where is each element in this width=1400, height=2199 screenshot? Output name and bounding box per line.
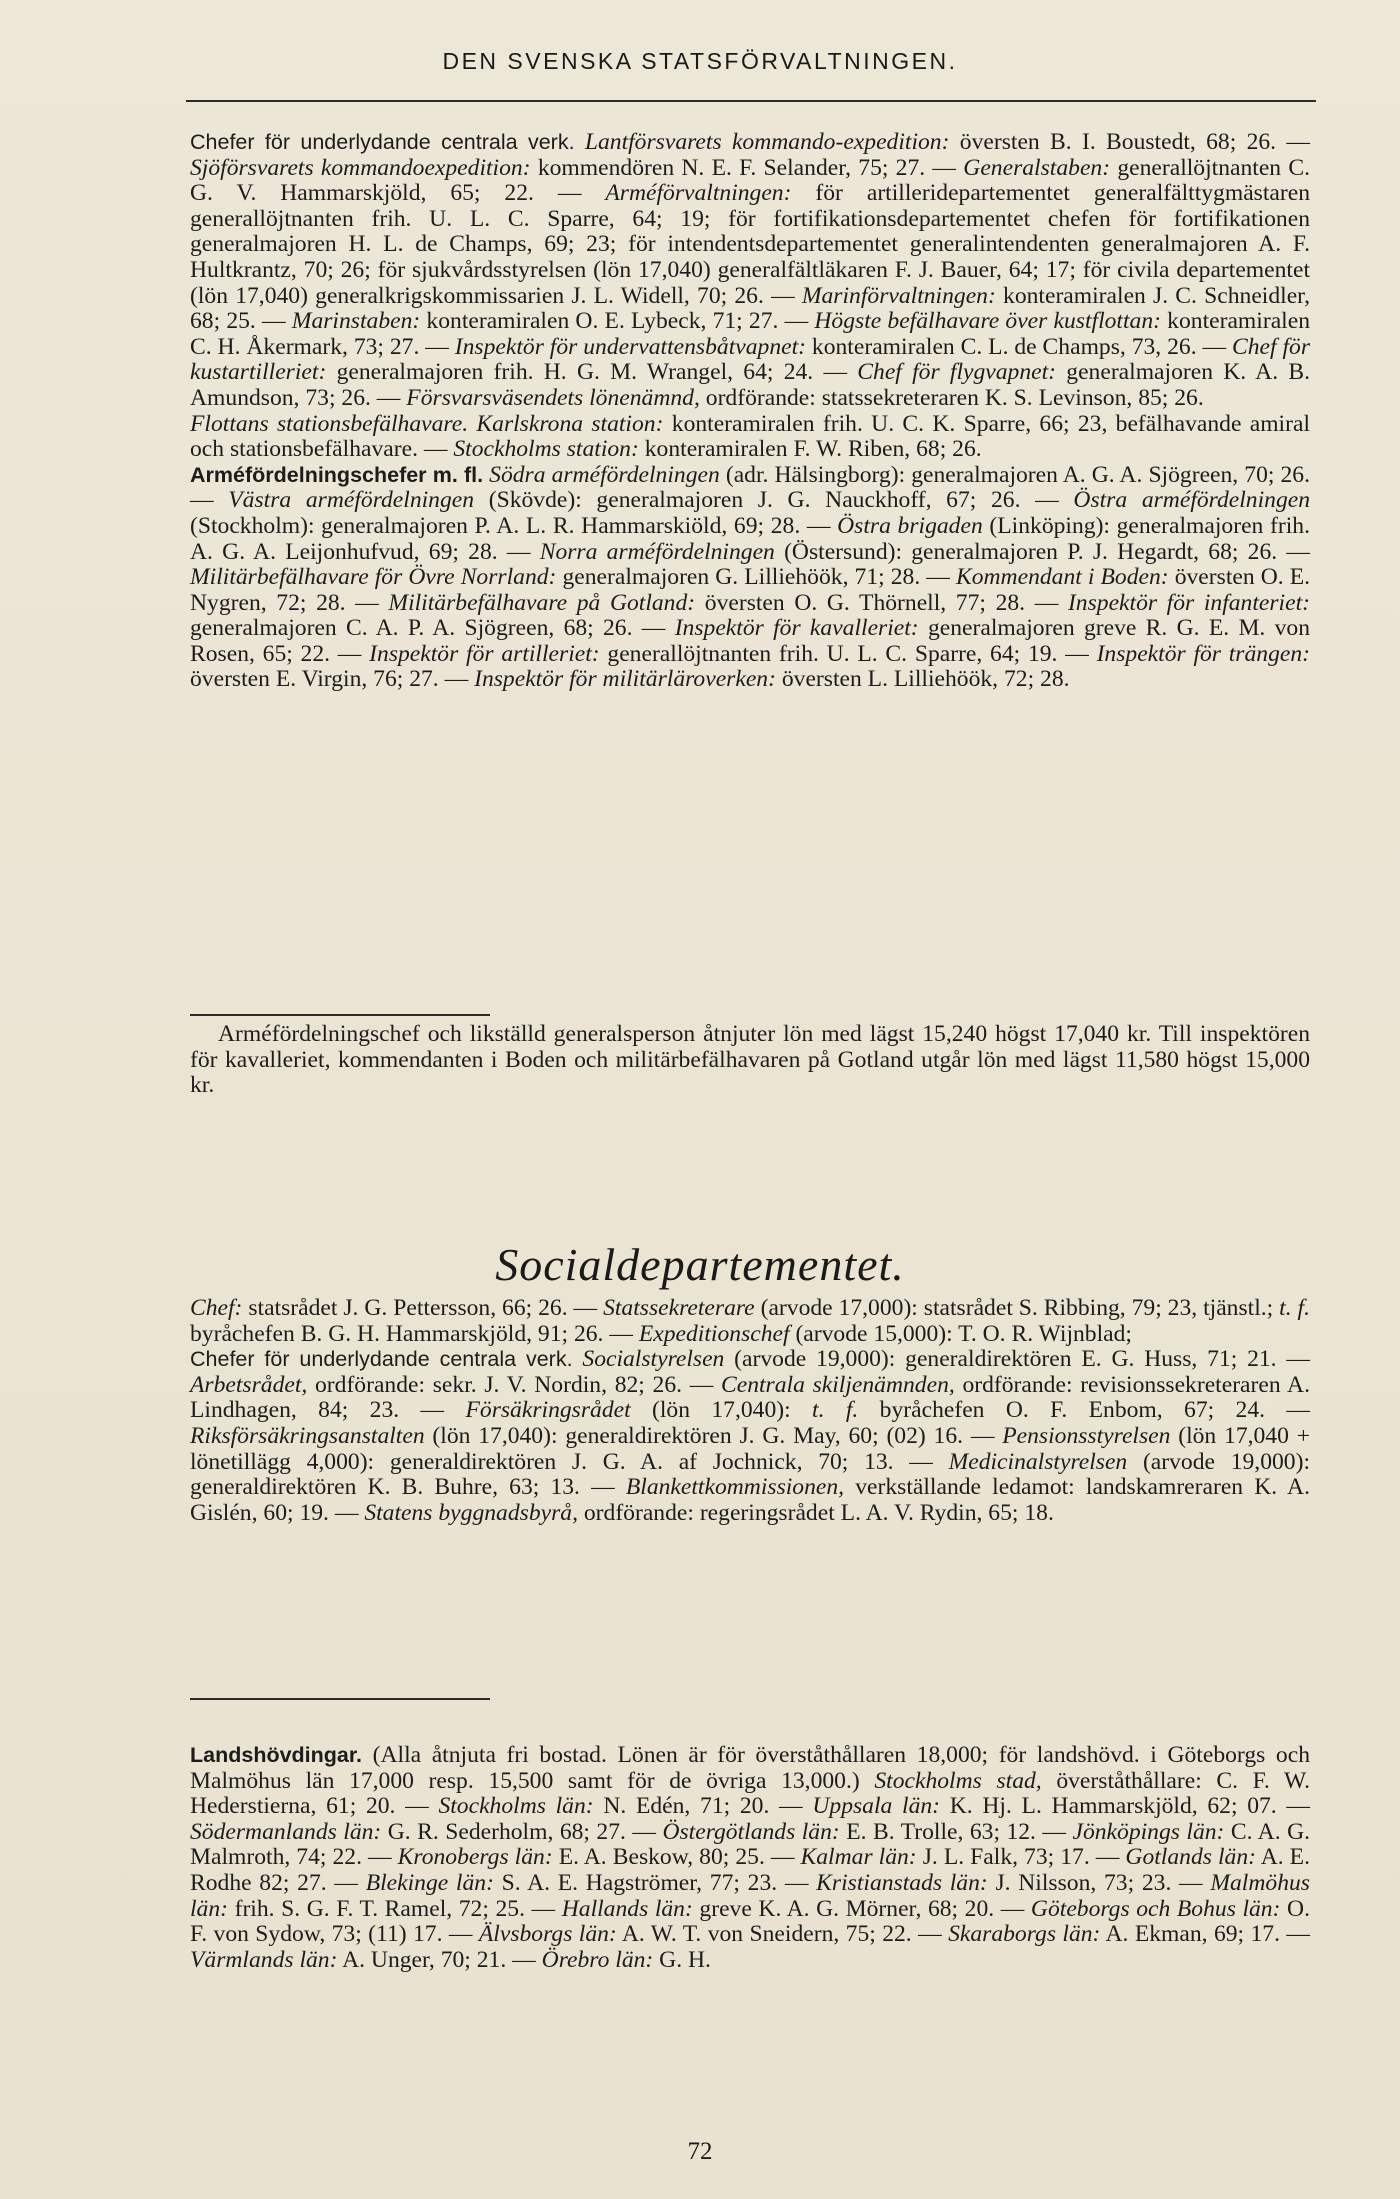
italic-term: Marinstaben: bbox=[291, 308, 421, 335]
italic-term: Älvsborgs län: bbox=[478, 1921, 617, 1948]
italic-term: Örebro län: bbox=[541, 1946, 654, 1973]
paragraph-social-agencies bbox=[190, 1347, 1310, 1526]
italic-term: Västra arméfördelningen bbox=[228, 487, 475, 514]
italic-term: Gotlands län: bbox=[1125, 1844, 1256, 1871]
italic-term: Jönköpings län: bbox=[1072, 1818, 1225, 1845]
paragraph-lead: Arméfördelningschefer m. fl. bbox=[190, 462, 484, 487]
italic-term: Marinförvaltningen: bbox=[801, 282, 996, 309]
italic-term: Statssekreterare bbox=[603, 1295, 755, 1321]
italic-term: Hallands län: bbox=[561, 1895, 693, 1922]
italic-term: Lantförsvarets kommando-expedition: bbox=[584, 129, 950, 155]
italic-term: Uppsala län: bbox=[812, 1793, 941, 1820]
page-number: 72 bbox=[687, 2138, 713, 2165]
italic-term: Göteborgs och Bohus län: bbox=[1030, 1895, 1281, 1922]
italic-term: Värmlands län: bbox=[190, 1946, 338, 1973]
paragraph-body: (Alla åtnjuta fri bostad. Lönen är för överståthållaren 18,000; för landshövd. i Göteborgs och Malmöhus län 17,000 resp. 15,500 samt för de övriga 13,000.) Stockholms stad, överståthållare: C. F. W. Hederstierna, 61; 20. — Stockholms län: N. Edén, 71; 20. — Uppsala län: K. Hj. L. Hammarskjöld, 62; 07. — Södermanlands län: G. R. Sederholm, 68; 27. — Östergötlands län: E. B. Trolle, 63; 12. — Jönköpings län: C. A. G. Malmroth, 74; 22. — Kronobergs län: E. A. Beskow, 80; 25. — Kalmar län: J. L. Falk, 73; 17. — Gotlands län: A. E. Rodhe 82; 27. — Blekinge län: S. A. E. Hagströmer, 77; 23. — Kristianstads län: J. Nilsson, 73; 23. — Malmöhus län: frih. S. G. F. T. Ramel, 72; 25. — Hallands län: greve K. A. G. Mörner, 68; 20. — Göteborgs och Bohus län: O. F. von Sydow, 73; (11) 17. — Älvsborgs län: A. W. T. von Sneidern, 75; 22. — Skaraborgs län: A. Ekman, 69; 17. — Värmlands län: A. Unger, 70; 21. — Örebro län: G. H. bbox=[190, 1742, 1311, 1973]
italic-term: Inspektör för kavalleriet: bbox=[674, 615, 919, 642]
italic-term: Sjöförsvarets kommandoexpedition: bbox=[190, 154, 531, 181]
paragraph-lead: Chefer för underlydande centrala verk. bbox=[190, 1347, 573, 1372]
italic-term: Kommendant i Boden: bbox=[955, 564, 1169, 591]
salary-note bbox=[190, 1022, 1310, 1099]
italic-term: t. f. bbox=[812, 1397, 859, 1424]
italic-term: Chef: bbox=[190, 1295, 243, 1321]
paragraph-body: Socialstyrelsen (arvode 19,000): generaldirektören E. G. Huss, 71; 21. — Arbetsrådet, ordförande: sekr. J. V. Nordin, 82; 26. — Centrala skiljenämnden, ordförande: revisionssekreteraren A. Lindhagen, 84; 23. — Försäkringsrådet (lön 17,040): t. f. byråchefen O. F. Enbom, 67; 24. — Riksförsäkringsanstalten (lön 17,040): generaldirektören J. G. May, 60; (02) 16. — Pensionsstyrelsen (lön 17,040 + lönetillägg 4,000): generaldirektören J. G. A. af Jochnick, 70; 13. — Medicinalstyrelsen (arvode 19,000): generaldirektören K. B. Buhre, 63; 13. — Blankettkommissionen, verkställande ledamot: landskamreraren K. A. Gislén, 60; 19. — Statens byggnadsbyrå, ordförande: regeringsrådet L. A. V. Rydin, 65; 18. bbox=[190, 1346, 1311, 1526]
italic-term: Inspektör för militärläroverken: bbox=[474, 666, 776, 693]
italic-term: Kristianstads län: bbox=[816, 1869, 988, 1896]
italic-term: Försäkringsrådet bbox=[465, 1397, 631, 1424]
italic-term: Stockholms stad, bbox=[874, 1767, 1042, 1794]
paragraph-salary: Arméfördelningschef och likställd generalsperson åtnjuter lön med lägst 15,240 högst 17,040 kr. Till inspektören för kavalleriet, kommendanten i Boden och militärbefälhavaren på Gotland utgår lön med lägst 11,580 högst 15,000 kr. bbox=[190, 1021, 1310, 1099]
italic-term: Kalmar län: bbox=[800, 1844, 917, 1871]
italic-term: Socialstyrelsen bbox=[582, 1346, 725, 1373]
paragraph-body: Flottans stationsbefälhavare. Karlskrona station: konteramiralen frih. U. C. K. Sparre, 66; 23, befälhavande amiral och stationsbefälhavare. — Stockholms station: konteramiralen F. W. Riben, 68; 26. bbox=[190, 410, 1311, 463]
paragraph-ministry-leadership bbox=[190, 1296, 1310, 1347]
italic-term: Högste befälhavare över kustflottan: bbox=[814, 308, 1161, 335]
paragraph-central-agencies bbox=[190, 130, 1310, 412]
short-divider bbox=[190, 1014, 490, 1016]
paragraph-army-divisions bbox=[190, 463, 1310, 693]
italic-term: Centrala skiljenämnden, bbox=[721, 1371, 955, 1398]
italic-term: Södra arméfördelningen bbox=[489, 461, 720, 488]
paragraph-body: Lantförsvarets kommando-expedition: översten B. I. Boustedt, 68; 26. — Sjöförsvarets kommandoexpedition: kommendören N. E. F. Selander, 75; 27. — Generalstaben: generallöjtnanten C. G. V. Hammarskjöld, 65; 22. — Arméförvaltningen: för artilleridepartementet generalfälttygmästaren generallöjtnanten frih. U. L. C. Sparre, 64; 19; för fortifikationsdepartementet chefen för fortifikationen generalmajoren H. L. de Champs, 69; 23; för intendentsdepartementet generalintendenten generalmajoren A. F. Hultkrantz, 70; 26; för sjukvårdsstyrelsen (lön 17,040) generalfältläkaren F. J. Bauer, 64; 17; för civila departementet (lön 17,040) generalkrigskommissarien J. L. Widell, 70; 26. — Marinförvaltningen: konteramiralen J. C. Schneidler, 68; 25. — Marinstaben: konteramiralen O. E. Lybeck, 71; 27. — Högste befälhavare över kustflottan: konteramiralen C. H. Åkermark, 73; 27. — Inspektör för undervattensbåtvapnet: konteramiralen C. L. de Champs, 73, 26. — Chef för kustartilleriet: generalmajoren frih. H. G. M. Wrangel, 64; 24. — Chef för flygvapnet: generalmajoren K. A. B. Amundson, 73; 26. — Försvarsväsendets lönenämnd, ordförande: statssekreteraren K. S. Levinson, 85; 26. bbox=[190, 129, 1311, 411]
italic-term: Chef för flygvapnet: bbox=[857, 359, 1057, 386]
italic-term: Pensionsstyrelsen bbox=[1002, 1422, 1171, 1449]
section-title: Socialdepartementet. bbox=[495, 1239, 905, 1290]
paragraph-lead: Landshövdingar. bbox=[190, 1743, 363, 1767]
italic-term: Norra arméfördelningen bbox=[539, 538, 775, 565]
header-rule bbox=[186, 100, 1316, 102]
italic-term: Inspektör för infanteriet: bbox=[1067, 589, 1310, 616]
italic-term: t. f. bbox=[1279, 1295, 1310, 1321]
paragraph-lead: Chefer för underlydande centrala verk. bbox=[190, 130, 575, 154]
italic-term: Inspektör för trängen: bbox=[1096, 640, 1310, 667]
italic-term: Skaraborgs län: bbox=[948, 1921, 1101, 1948]
short-divider bbox=[190, 1698, 490, 1700]
italic-term: Malmöhus län: bbox=[190, 1869, 1310, 1922]
italic-term: Stockholms station: bbox=[453, 436, 639, 463]
italic-term: Blankettkommissionen, bbox=[625, 1474, 845, 1501]
defense-department-section bbox=[190, 130, 1310, 693]
italic-term: Flottans stationsbefälhavare. Karlskrona station: bbox=[190, 410, 664, 437]
paragraph-body: Södra arméfördelningen (adr. Hälsingborg): generalmajoren A. G. A. Sjögreen, 70; 26. — Västra arméfördelningen (Skövde): generalmajoren J. G. Nauckhoff, 67; 26. — Östra arméfördelningen (Stockholm): generalmajoren P. A. L. R. Hammarskiöld, 69; 28. — Östra brigaden (Linköping): generalmajoren frih. A. G. A. Leijonhufvud, 69; 28. — Norra arméfördelningen (Östersund): generalmajoren P. J. Hegardt, 68; 26. — Militärbefälhavare för Övre Norrland: generalmajoren G. Lilliehöök, 71; 28. — Kommendant i Boden: översten O. E. Nygren, 72; 28. — Militärbefälhavare på Gotland: översten O. G. Thörnell, 77; 28. — Inspektör för infanteriet: generalmajoren C. A. P. A. Sjögreen, 68; 26. — Inspektör för kavalleriet: generalmajoren greve R. G. E. M. von Rosen, 65; 22. — Inspektör för artilleriet: generallöjtnanten frih. U. L. C. Sparre, 64; 19. — Inspektör för trängen: översten E. Virgin, 76; 27. — Inspektör för militärläroverken: översten L. Lilliehöök, 72; 28. bbox=[190, 461, 1311, 693]
italic-term: Expeditionschef bbox=[638, 1320, 790, 1347]
paragraph-governors bbox=[190, 1743, 1310, 1973]
italic-term: Statens byggnadsbyrå, bbox=[364, 1499, 578, 1526]
paragraph-navy-stations bbox=[190, 412, 1310, 463]
italic-term: Inspektör för undervattensbåtvapnet: bbox=[454, 333, 807, 360]
italic-term: Östra brigaden bbox=[837, 512, 983, 539]
paragraph-body: Chef: statsrådet J. G. Pettersson, 66; 26. — Statssekreterare (arvode 17,000): statsrådet S. Ribbing, 79; 23, tjänstl.; t. f. byråchefen B. G. H. Hammarskjöld, 91; 26. — Expeditionschef (arvode 15,000): T. O. R. Wijnblad; bbox=[190, 1295, 1310, 1347]
italic-term: Östra arméfördelningen bbox=[1073, 487, 1311, 514]
italic-term: Blekinge län: bbox=[365, 1869, 494, 1896]
italic-term: Riksförsäkringsanstalten bbox=[190, 1422, 425, 1449]
italic-term: Arméförvaltningen: bbox=[605, 180, 792, 207]
italic-term: Inspektör för artilleriet: bbox=[369, 640, 600, 667]
italic-term: Östergötlands län: bbox=[662, 1818, 840, 1845]
italic-term: Generalstaben: bbox=[963, 154, 1111, 181]
running-header: DEN SVENSKA STATSFÖRVALTNINGEN. bbox=[442, 48, 958, 74]
italic-term: Arbetsrådet, bbox=[190, 1371, 308, 1398]
italic-term: Stockholms län: bbox=[438, 1793, 594, 1820]
italic-term: Militärbefälhavare för Övre Norrland: bbox=[190, 564, 557, 591]
italic-term: Kronobergs län: bbox=[397, 1844, 553, 1871]
italic-term: Militärbefälhavare på Gotland: bbox=[388, 589, 696, 616]
governors-section bbox=[190, 1743, 1310, 1973]
italic-term: Södermanlands län: bbox=[190, 1818, 382, 1845]
italic-term: Medicinalstyrelsen bbox=[948, 1448, 1128, 1475]
italic-term: Chef för kustartilleriet: bbox=[190, 333, 1310, 386]
italic-term: Försvarsväsendets lönenämnd, bbox=[406, 384, 700, 411]
social-department-section bbox=[190, 1296, 1310, 1526]
